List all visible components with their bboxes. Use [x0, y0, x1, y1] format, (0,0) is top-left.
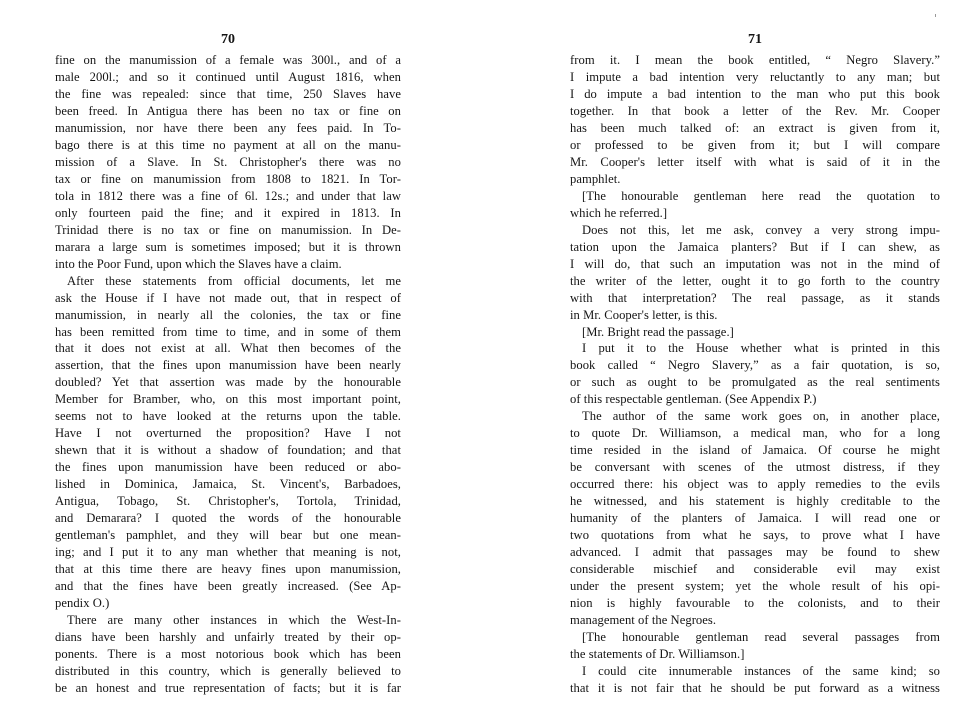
text-line: lished in Dominica, Jamaica, St. Vincent's, Barbadoes, [55, 477, 401, 492]
text-line: manumission, nor have there been any fees paid. In To- [55, 120, 401, 135]
text-line: bago there is at this time no payment at all on the manu- [55, 137, 401, 152]
text-line: considerable mischief and considerable evil may exist [570, 562, 940, 577]
text-line: into the Poor Fund, upon which the Slaves have a claim. [55, 256, 342, 271]
text-line: pamphlet. [570, 171, 621, 186]
text-line: Antigua, Tobago, St. Christopher's, Tortola, Trinidad, [55, 494, 401, 509]
text-line: two quotations from what he says, to prove what I have [570, 528, 940, 543]
text-line: dians have been harshly and unfairly treated by their op- [55, 629, 401, 644]
text-line: together. In that book a letter of the Rev. Mr. Cooper [570, 103, 940, 118]
text-line: The author of the same work goes on, in another place, [582, 409, 940, 424]
text-line: I impute a bad intention very reluctantly to any man; but [570, 69, 940, 84]
text-line: [Mr. Bright read the passage.] [582, 324, 734, 339]
text-line: shewn that it is without a shadow of foundation; and that [55, 443, 401, 458]
text-line: been freed. In Antigua there has been no tax or fine on [55, 103, 401, 118]
page-number: 70 [221, 32, 235, 47]
text-line: assertion, that the fines upon manumission have been nearly [55, 358, 401, 373]
text-line: I do impute a bad intention to the man who put this book [570, 86, 940, 101]
text-line: has been much talked of: an extract is given from it, [570, 120, 940, 135]
text-line: ask the House if I have not made out, that in respect of [55, 290, 401, 305]
text-line: or such as ought to be promulgated as the real sentiments [570, 375, 940, 390]
text-line: in Mr. Cooper's letter, is this. [570, 307, 718, 322]
text-line: book called “ Negro Slavery,” as a fair quotation, is so, [570, 358, 940, 373]
text-line: and Demarara? I quoted the words of the honourable [55, 511, 401, 526]
text-line: which he referred.] [570, 205, 668, 220]
text-line: or professed to be given from it; but I will compare [570, 137, 940, 152]
text-line: nion is highly favourable to the colonists, and to their [570, 596, 940, 610]
text-line: Does not this, let me ask, convey a very strong impu- [582, 222, 940, 237]
text-line: distributed in this country, which is generally believed to [55, 663, 401, 678]
text-line: be an honest and true representation of facts; but it is far [55, 680, 401, 695]
text-line: I will do, that such an imputation was not in the mind of [570, 256, 940, 271]
text-line: Trinidad there is no tax or fine on manumission. In De- [55, 222, 401, 237]
text-line: There are many other instances in which the West-In- [67, 612, 401, 627]
text-line: mission of a Slave. In St. Christopher's there was no [55, 154, 401, 169]
text-line: advanced. I admit that passages may be found to shew [570, 545, 940, 560]
text-line: the statements of Dr. Williamson.] [570, 646, 745, 661]
right-page [570, 30, 940, 697]
text-line: with that interpretation? The real passage, as it stands [570, 290, 940, 305]
text-line: the writer of the letter, ought it to go forth to the country [570, 273, 940, 288]
left-page [55, 30, 401, 697]
text-line: I put it to the House whether what is printed in this [582, 341, 940, 356]
page-text [55, 52, 401, 697]
page-text [570, 52, 940, 697]
text-line: I could cite innumerable instances of the same kind; so [582, 663, 940, 678]
text-line: to quote Dr. Williamson, a medical man, who for a long [570, 426, 940, 441]
text-line: tola in 1812 there was a fine of 6l. 12s.; and under that law [55, 188, 401, 203]
text-line: time resided in the island of Jamaica. Of course he might [570, 443, 940, 458]
text-line: the fines upon manumission have been reduced or abo- [55, 460, 401, 475]
text-line: [The honourable gentleman read several passages from [582, 629, 940, 644]
text-line: seems not to have looked at the returns upon the table. [55, 409, 401, 424]
text-line: be conversant with scenes of the utmost distress, if they [570, 460, 940, 475]
text-line: the fine was repealed: since that time, 250 Slaves have [55, 86, 401, 101]
text-line: fine on the manumission of a female was 300l., and of a [55, 53, 401, 67]
text-line: marara a large sum is sometimes imposed; but it is thrown [55, 239, 401, 254]
text-line: doubled? Yet that assertion was made by the honourable [55, 375, 401, 390]
text-line: from it. I mean the book entitled, “ Negro Slavery.” [570, 53, 940, 67]
text-line: he witnessed, and his statement is highly creditable to the [570, 494, 940, 509]
text-line: of this respectable gentleman. (See Appendix P.) [570, 392, 817, 407]
text-line: ing; and I put it to any man whether that meaning is not, [55, 545, 401, 560]
text-line: Mr. Cooper's letter itself with what is said of it in the [570, 154, 940, 169]
scan-speck [935, 14, 936, 17]
text-line: [The honourable gentleman here read the quotation to [582, 188, 940, 203]
text-line: and that the fines have been greatly increased. (See Ap- [55, 579, 401, 594]
text-line: manumission, in nearly all the colonies, the tax or fine [55, 307, 401, 322]
text-line: occurred there: his object was to apply remedies to the evils [570, 477, 940, 492]
text-line: pendix O.) [55, 596, 110, 610]
text-line: that it is not fair that he should be put forward as a witness [570, 680, 940, 695]
text-line: tation upon the Jamaica planters? But if I can shew, as [570, 239, 940, 254]
text-line: ponents. There is a most notorious book which has been [55, 646, 401, 661]
page-number: 71 [748, 32, 762, 47]
text-line: has been remitted from time to time, and in some of them [55, 324, 401, 339]
text-line: After these statements from official documents, let me [67, 273, 401, 288]
text-line: male 200l.; and so it continued until August 1816, when [55, 69, 401, 84]
text-line: Have I not overturned the proposition? Have I not [55, 426, 401, 441]
text-line: tax or fine on manumission from 1808 to 1821. In Tor- [55, 171, 401, 186]
text-line: under the present system; yet the whole result of his opi- [570, 579, 940, 594]
text-line: that it does not exist at all. What then becomes of the [55, 341, 401, 356]
text-line: that at this time there are heavy fines upon manumission, [55, 562, 401, 577]
text-line: gentleman's pamphlet, and they will bear but one mean- [55, 528, 401, 543]
text-line: only fourteen paid the fine; and it expired in 1813. In [55, 205, 401, 220]
text-line: Member for Bramber, who, on this most important point, [55, 392, 401, 407]
text-line: humanity of the planters of Jamaica. I will read one or [570, 511, 940, 526]
text-line: management of the Negroes. [570, 612, 717, 627]
